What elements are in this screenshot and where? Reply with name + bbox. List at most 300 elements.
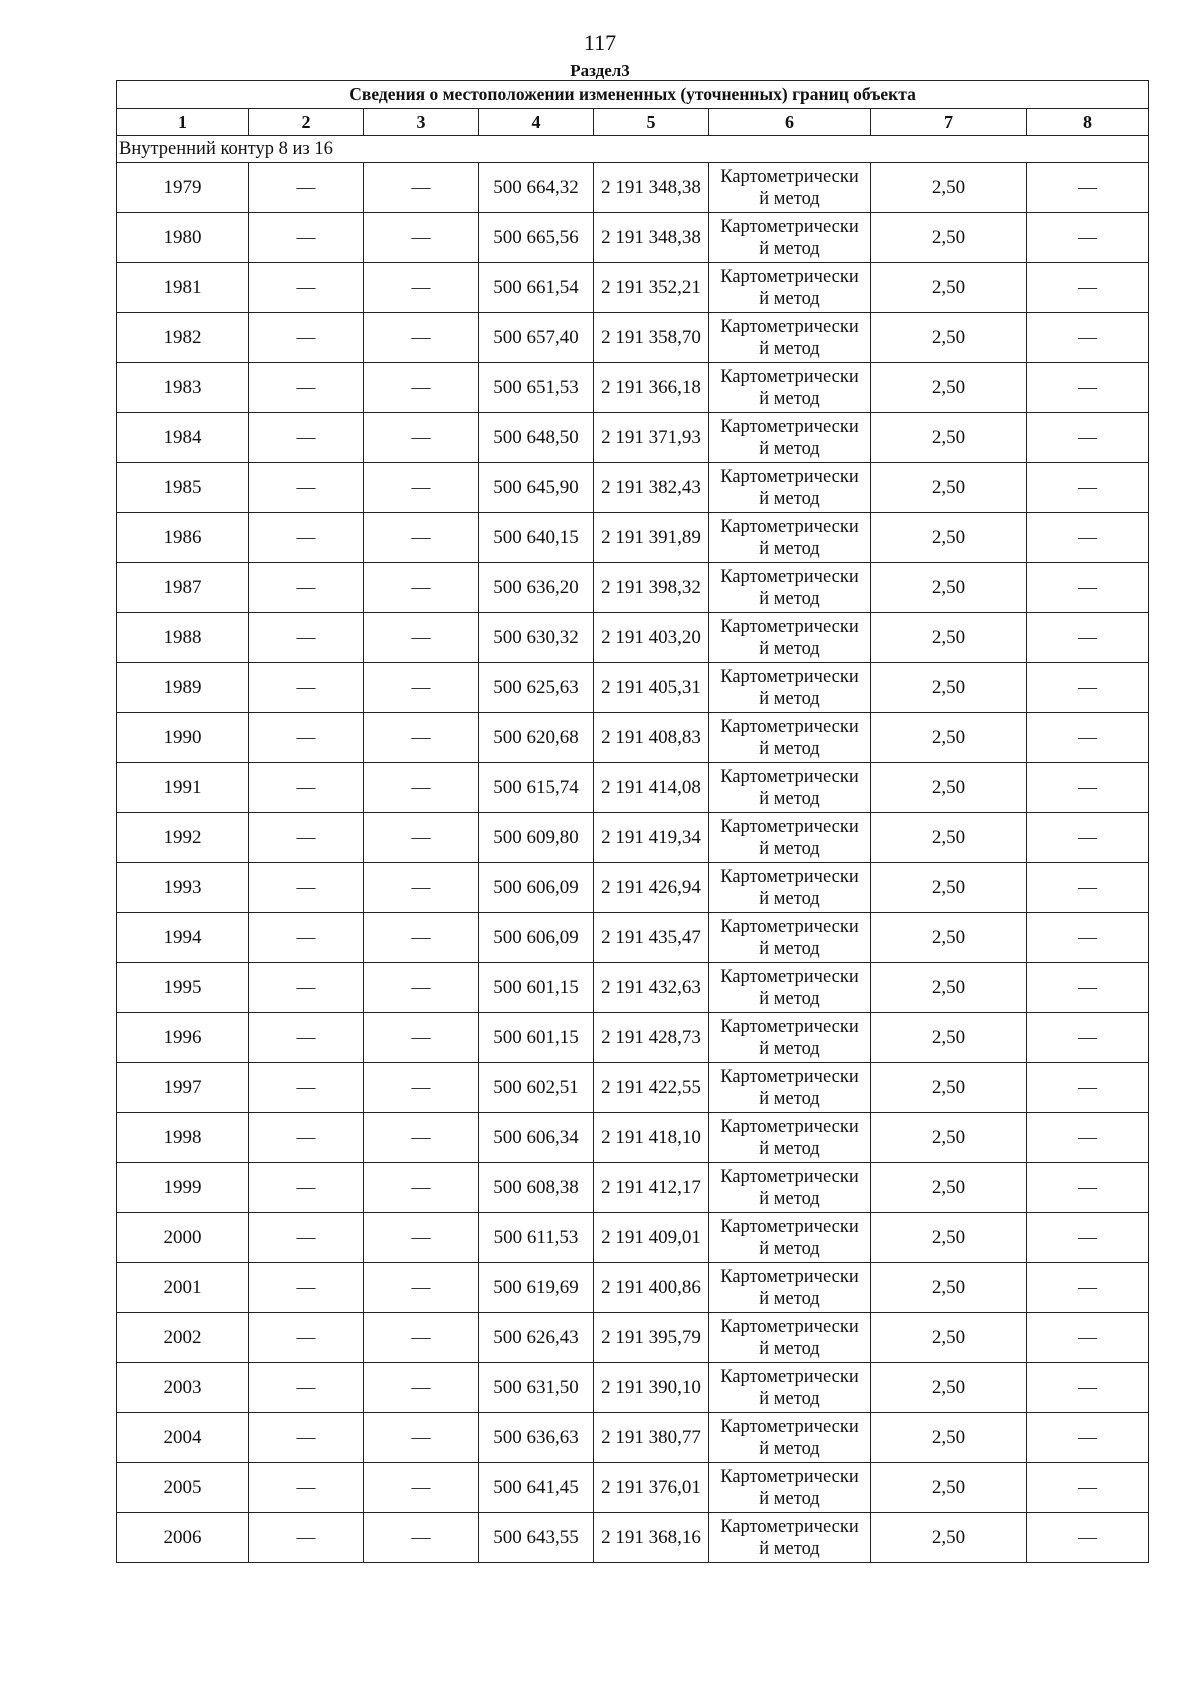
x-coordinate-cell: 500 608,38 [479, 1163, 594, 1213]
column-number: 4 [479, 109, 594, 136]
y-coordinate-cell: 2 191 382,43 [594, 463, 709, 513]
method-line-2: й метод [759, 1488, 820, 1509]
method-cell [709, 563, 871, 613]
point-number-cell: 1994 [117, 913, 249, 963]
method-line-1: Картометрически [720, 1266, 859, 1287]
table-row [117, 1013, 1149, 1063]
column-8-cell: — [1027, 963, 1149, 1013]
table-row [117, 1063, 1149, 1113]
y-coordinate-cell: 2 191 422,55 [594, 1063, 709, 1113]
x-coordinate-cell: 500 601,15 [479, 963, 594, 1013]
method-line-1: Картометрически [720, 166, 859, 187]
method-line-2: й метод [759, 1288, 820, 1309]
accuracy-cell: 2,50 [871, 563, 1027, 613]
method-line-1: Картометрически [720, 766, 859, 787]
column-number: 3 [364, 109, 479, 136]
column-2-cell: — [249, 1313, 364, 1363]
method-line-1: Картометрически [720, 266, 859, 287]
y-coordinate-cell: 2 191 418,10 [594, 1113, 709, 1163]
x-coordinate-cell: 500 641,45 [479, 1463, 594, 1513]
method-line-2: й метод [759, 1388, 820, 1409]
method-line-1: Картометрически [720, 966, 859, 987]
x-coordinate-cell: 500 606,09 [479, 863, 594, 913]
column-2-cell: — [249, 213, 364, 263]
table-row [117, 463, 1149, 513]
point-number-cell: 1980 [117, 213, 249, 263]
table-row [117, 1263, 1149, 1313]
method-line-2: й метод [759, 788, 820, 809]
method-cell [709, 313, 871, 363]
accuracy-cell: 2,50 [871, 863, 1027, 913]
column-3-cell: — [364, 1263, 479, 1313]
method-line-1: Картометрически [720, 666, 859, 687]
method-line-2: й метод [759, 1438, 820, 1459]
y-coordinate-cell: 2 191 403,20 [594, 613, 709, 663]
x-coordinate-cell: 500 626,43 [479, 1313, 594, 1363]
table-row [117, 713, 1149, 763]
x-coordinate-cell: 500 609,80 [479, 813, 594, 863]
column-8-cell: — [1027, 1063, 1149, 1113]
table-row [117, 563, 1149, 613]
column-2-cell: — [249, 1213, 364, 1263]
column-2-cell: — [249, 913, 364, 963]
table-row [117, 613, 1149, 663]
method-cell [709, 513, 871, 563]
method-line-1: Картометрически [720, 1466, 859, 1487]
method-cell [709, 1513, 871, 1563]
accuracy-cell: 2,50 [871, 663, 1027, 713]
method-line-2: й метод [759, 538, 820, 559]
column-8-cell: — [1027, 1313, 1149, 1363]
x-coordinate-cell: 500 602,51 [479, 1063, 594, 1113]
method-line-2: й метод [759, 1238, 820, 1259]
x-coordinate-cell: 500 611,53 [479, 1213, 594, 1263]
column-3-cell: — [364, 213, 479, 263]
method-cell [709, 1463, 871, 1513]
method-line-1: Картометрически [720, 916, 859, 937]
y-coordinate-cell: 2 191 348,38 [594, 213, 709, 263]
method-cell [709, 213, 871, 263]
column-3-cell: — [364, 1213, 479, 1263]
y-coordinate-cell: 2 191 380,77 [594, 1413, 709, 1463]
y-coordinate-cell: 2 191 408,83 [594, 713, 709, 763]
column-8-cell: — [1027, 1113, 1149, 1163]
accuracy-cell: 2,50 [871, 163, 1027, 213]
y-coordinate-cell: 2 191 371,93 [594, 413, 709, 463]
table-row [117, 163, 1149, 213]
column-2-cell: — [249, 1263, 364, 1313]
table-row [117, 1513, 1149, 1563]
point-number-cell: 1993 [117, 863, 249, 913]
method-cell [709, 863, 871, 913]
method-line-2: й метод [759, 188, 820, 209]
y-coordinate-cell: 2 191 390,10 [594, 1363, 709, 1413]
point-number-cell: 1996 [117, 1013, 249, 1063]
point-number-cell: 1987 [117, 563, 249, 613]
column-3-cell: — [364, 563, 479, 613]
method-line-1: Картометрически [720, 616, 859, 637]
method-line-1: Картометрически [720, 1366, 859, 1387]
column-8-cell: — [1027, 1463, 1149, 1513]
method-line-2: й метод [759, 938, 820, 959]
y-coordinate-cell: 2 191 412,17 [594, 1163, 709, 1213]
point-number-cell: 1995 [117, 963, 249, 1013]
method-line-2: й метод [759, 1538, 820, 1559]
column-2-cell: — [249, 363, 364, 413]
column-3-cell: — [364, 163, 479, 213]
y-coordinate-cell: 2 191 398,32 [594, 563, 709, 613]
column-3-cell: — [364, 313, 479, 363]
method-cell [709, 1213, 871, 1263]
column-3-cell: — [364, 1163, 479, 1213]
column-2-cell: — [249, 463, 364, 513]
column-3-cell: — [364, 813, 479, 863]
accuracy-cell: 2,50 [871, 1213, 1027, 1263]
method-line-2: й метод [759, 738, 820, 759]
table-row [117, 1113, 1149, 1163]
method-line-2: й метод [759, 1088, 820, 1109]
method-line-1: Картометрически [720, 1016, 859, 1037]
table-row [117, 863, 1149, 913]
method-line-1: Картометрически [720, 516, 859, 537]
column-2-cell: — [249, 613, 364, 663]
table-row [117, 213, 1149, 263]
y-coordinate-cell: 2 191 428,73 [594, 1013, 709, 1063]
table-row [117, 413, 1149, 463]
method-cell [709, 1413, 871, 1463]
x-coordinate-cell: 500 619,69 [479, 1263, 594, 1313]
method-line-1: Картометрически [720, 1066, 859, 1087]
column-3-cell: — [364, 1113, 479, 1163]
column-number: 7 [871, 109, 1027, 136]
column-3-cell: — [364, 413, 479, 463]
method-line-2: й метод [759, 988, 820, 1009]
method-line-1: Картометрически [720, 1316, 859, 1337]
method-line-1: Картометрически [720, 816, 859, 837]
method-line-2: й метод [759, 288, 820, 309]
accuracy-cell: 2,50 [871, 363, 1027, 413]
column-3-cell: — [364, 1413, 479, 1463]
method-line-1: Картометрически [720, 1516, 859, 1537]
column-2-cell: — [249, 413, 364, 463]
method-cell [709, 763, 871, 813]
point-number-cell: 1998 [117, 1113, 249, 1163]
point-number-cell: 1988 [117, 613, 249, 663]
x-coordinate-cell: 500 648,50 [479, 413, 594, 463]
accuracy-cell: 2,50 [871, 1513, 1027, 1563]
column-8-cell: — [1027, 263, 1149, 313]
column-2-cell: — [249, 1463, 364, 1513]
method-line-1: Картометрически [720, 316, 859, 337]
method-cell [709, 1163, 871, 1213]
method-cell [709, 363, 871, 413]
accuracy-cell: 2,50 [871, 613, 1027, 663]
column-3-cell: — [364, 913, 479, 963]
column-8-cell: — [1027, 513, 1149, 563]
method-line-2: й метод [759, 488, 820, 509]
column-8-cell: — [1027, 163, 1149, 213]
table-row [117, 313, 1149, 363]
method-cell [709, 613, 871, 663]
method-line-2: й метод [759, 588, 820, 609]
column-number-row [117, 109, 1149, 136]
column-2-cell: — [249, 763, 364, 813]
method-cell [709, 1263, 871, 1313]
method-cell [709, 813, 871, 863]
method-line-2: й метод [759, 338, 820, 359]
column-8-cell: — [1027, 563, 1149, 613]
column-3-cell: — [364, 863, 479, 913]
column-number: 2 [249, 109, 364, 136]
method-cell [709, 713, 871, 763]
accuracy-cell: 2,50 [871, 713, 1027, 763]
accuracy-cell: 2,50 [871, 1113, 1027, 1163]
column-8-cell: — [1027, 213, 1149, 263]
point-number-cell: 1981 [117, 263, 249, 313]
column-3-cell: — [364, 1013, 479, 1063]
table-row [117, 263, 1149, 313]
method-cell [709, 163, 871, 213]
table-row [117, 963, 1149, 1013]
column-8-cell: — [1027, 463, 1149, 513]
method-cell [709, 963, 871, 1013]
y-coordinate-cell: 2 191 405,31 [594, 663, 709, 713]
column-8-cell: — [1027, 913, 1149, 963]
accuracy-cell: 2,50 [871, 963, 1027, 1013]
point-number-cell: 2003 [117, 1363, 249, 1413]
method-cell [709, 1063, 871, 1113]
column-3-cell: — [364, 1063, 479, 1113]
column-3-cell: — [364, 1363, 479, 1413]
x-coordinate-cell: 500 636,63 [479, 1413, 594, 1463]
x-coordinate-cell: 500 615,74 [479, 763, 594, 813]
column-2-cell: — [249, 513, 364, 563]
contour-label: Внутренний контур 8 из 16 [117, 136, 1149, 163]
method-cell [709, 1313, 871, 1363]
y-coordinate-cell: 2 191 352,21 [594, 263, 709, 313]
coordinates-table [116, 80, 1149, 1563]
table-row [117, 1413, 1149, 1463]
column-2-cell: — [249, 1513, 364, 1563]
method-line-1: Картометрически [720, 366, 859, 387]
method-line-2: й метод [759, 638, 820, 659]
column-3-cell: — [364, 1513, 479, 1563]
x-coordinate-cell: 500 620,68 [479, 713, 594, 763]
column-3-cell: — [364, 1313, 479, 1363]
method-line-1: Картометрически [720, 1216, 859, 1237]
column-2-cell: — [249, 163, 364, 213]
column-2-cell: — [249, 1163, 364, 1213]
x-coordinate-cell: 500 643,55 [479, 1513, 594, 1563]
point-number-cell: 1991 [117, 763, 249, 813]
column-2-cell: — [249, 1363, 364, 1413]
column-2-cell: — [249, 1013, 364, 1063]
method-cell [709, 1363, 871, 1413]
y-coordinate-cell: 2 191 426,94 [594, 863, 709, 913]
method-cell [709, 263, 871, 313]
column-3-cell: — [364, 513, 479, 563]
y-coordinate-cell: 2 191 400,86 [594, 1263, 709, 1313]
accuracy-cell: 2,50 [871, 1013, 1027, 1063]
column-8-cell: — [1027, 663, 1149, 713]
method-line-1: Картометрически [720, 216, 859, 237]
point-number-cell: 2005 [117, 1463, 249, 1513]
accuracy-cell: 2,50 [871, 213, 1027, 263]
method-line-2: й метод [759, 238, 820, 259]
table-row [117, 1213, 1149, 1263]
method-line-2: й метод [759, 688, 820, 709]
x-coordinate-cell: 500 661,54 [479, 263, 594, 313]
point-number-cell: 1983 [117, 363, 249, 413]
x-coordinate-cell: 500 630,32 [479, 613, 594, 663]
table-row [117, 363, 1149, 413]
accuracy-cell: 2,50 [871, 263, 1027, 313]
column-2-cell: — [249, 863, 364, 913]
column-8-cell: — [1027, 613, 1149, 663]
x-coordinate-cell: 500 640,15 [479, 513, 594, 563]
x-coordinate-cell: 500 606,34 [479, 1113, 594, 1163]
accuracy-cell: 2,50 [871, 1063, 1027, 1113]
accuracy-cell: 2,50 [871, 413, 1027, 463]
column-2-cell: — [249, 563, 364, 613]
column-3-cell: — [364, 963, 479, 1013]
column-number: 8 [1027, 109, 1149, 136]
method-line-1: Картометрически [720, 566, 859, 587]
x-coordinate-cell: 500 645,90 [479, 463, 594, 513]
y-coordinate-cell: 2 191 358,70 [594, 313, 709, 363]
y-coordinate-cell: 2 191 348,38 [594, 163, 709, 213]
table-row [117, 663, 1149, 713]
accuracy-cell: 2,50 [871, 763, 1027, 813]
column-3-cell: — [364, 613, 479, 663]
method-line-1: Картометрически [720, 866, 859, 887]
method-line-2: й метод [759, 888, 820, 909]
table-row [117, 1313, 1149, 1363]
column-8-cell: — [1027, 1213, 1149, 1263]
point-number-cell: 1982 [117, 313, 249, 363]
point-number-cell: 1999 [117, 1163, 249, 1213]
column-3-cell: — [364, 263, 479, 313]
y-coordinate-cell: 2 191 366,18 [594, 363, 709, 413]
point-number-cell: 1992 [117, 813, 249, 863]
y-coordinate-cell: 2 191 414,08 [594, 763, 709, 813]
x-coordinate-cell: 500 665,56 [479, 213, 594, 263]
point-number-cell: 1990 [117, 713, 249, 763]
column-2-cell: — [249, 1113, 364, 1163]
column-8-cell: — [1027, 1263, 1149, 1313]
method-line-1: Картометрически [720, 416, 859, 437]
method-line-2: й метод [759, 388, 820, 409]
table-row [117, 1463, 1149, 1513]
point-number-cell: 2002 [117, 1313, 249, 1363]
table-title: Сведения о местоположении измененных (уточненных) границ объекта [117, 81, 1149, 109]
x-coordinate-cell: 500 651,53 [479, 363, 594, 413]
accuracy-cell: 2,50 [871, 1263, 1027, 1313]
column-8-cell: — [1027, 413, 1149, 463]
column-2-cell: — [249, 1063, 364, 1113]
column-3-cell: — [364, 463, 479, 513]
accuracy-cell: 2,50 [871, 313, 1027, 363]
method-line-2: й метод [759, 838, 820, 859]
column-8-cell: — [1027, 863, 1149, 913]
point-number-cell: 1989 [117, 663, 249, 713]
method-line-2: й метод [759, 1138, 820, 1159]
y-coordinate-cell: 2 191 435,47 [594, 913, 709, 963]
method-line-2: й метод [759, 1188, 820, 1209]
column-3-cell: — [364, 363, 479, 413]
column-2-cell: — [249, 713, 364, 763]
x-coordinate-cell: 500 601,15 [479, 1013, 594, 1063]
point-number-cell: 2004 [117, 1413, 249, 1463]
table-row [117, 1163, 1149, 1213]
column-8-cell: — [1027, 313, 1149, 363]
method-cell [709, 663, 871, 713]
x-coordinate-cell: 500 636,20 [479, 563, 594, 613]
method-cell [709, 413, 871, 463]
y-coordinate-cell: 2 191 432,63 [594, 963, 709, 1013]
column-8-cell: — [1027, 813, 1149, 863]
column-8-cell: — [1027, 1013, 1149, 1063]
column-8-cell: — [1027, 1413, 1149, 1463]
method-line-2: й метод [759, 1038, 820, 1059]
table-row [117, 1363, 1149, 1413]
method-line-2: й метод [759, 438, 820, 459]
point-number-cell: 2006 [117, 1513, 249, 1563]
column-3-cell: — [364, 763, 479, 813]
column-8-cell: — [1027, 1163, 1149, 1213]
y-coordinate-cell: 2 191 368,16 [594, 1513, 709, 1563]
y-coordinate-cell: 2 191 409,01 [594, 1213, 709, 1263]
method-line-1: Картометрически [720, 1166, 859, 1187]
method-line-2: й метод [759, 1338, 820, 1359]
x-coordinate-cell: 500 625,63 [479, 663, 594, 713]
section-title: Раздел3 [570, 61, 630, 80]
page-number: 117 [583, 30, 617, 55]
method-cell [709, 463, 871, 513]
x-coordinate-cell: 500 664,32 [479, 163, 594, 213]
column-2-cell: — [249, 963, 364, 1013]
column-2-cell: — [249, 813, 364, 863]
column-8-cell: — [1027, 713, 1149, 763]
column-number: 5 [594, 109, 709, 136]
method-line-1: Картометрически [720, 466, 859, 487]
method-line-1: Картометрически [720, 1116, 859, 1137]
point-number-cell: 1997 [117, 1063, 249, 1113]
accuracy-cell: 2,50 [871, 463, 1027, 513]
accuracy-cell: 2,50 [871, 1313, 1027, 1363]
accuracy-cell: 2,50 [871, 1463, 1027, 1513]
x-coordinate-cell: 500 657,40 [479, 313, 594, 363]
column-8-cell: — [1027, 363, 1149, 413]
point-number-cell: 1979 [117, 163, 249, 213]
table-row [117, 513, 1149, 563]
accuracy-cell: 2,50 [871, 513, 1027, 563]
x-coordinate-cell: 500 631,50 [479, 1363, 594, 1413]
y-coordinate-cell: 2 191 391,89 [594, 513, 709, 563]
table-row [117, 763, 1149, 813]
column-8-cell: — [1027, 763, 1149, 813]
y-coordinate-cell: 2 191 419,34 [594, 813, 709, 863]
column-8-cell: — [1027, 1513, 1149, 1563]
column-3-cell: — [364, 1463, 479, 1513]
accuracy-cell: 2,50 [871, 1163, 1027, 1213]
accuracy-cell: 2,50 [871, 913, 1027, 963]
method-cell [709, 1013, 871, 1063]
column-number: 6 [709, 109, 871, 136]
point-number-cell: 1986 [117, 513, 249, 563]
method-cell [709, 1113, 871, 1163]
method-line-1: Картометрически [720, 716, 859, 737]
